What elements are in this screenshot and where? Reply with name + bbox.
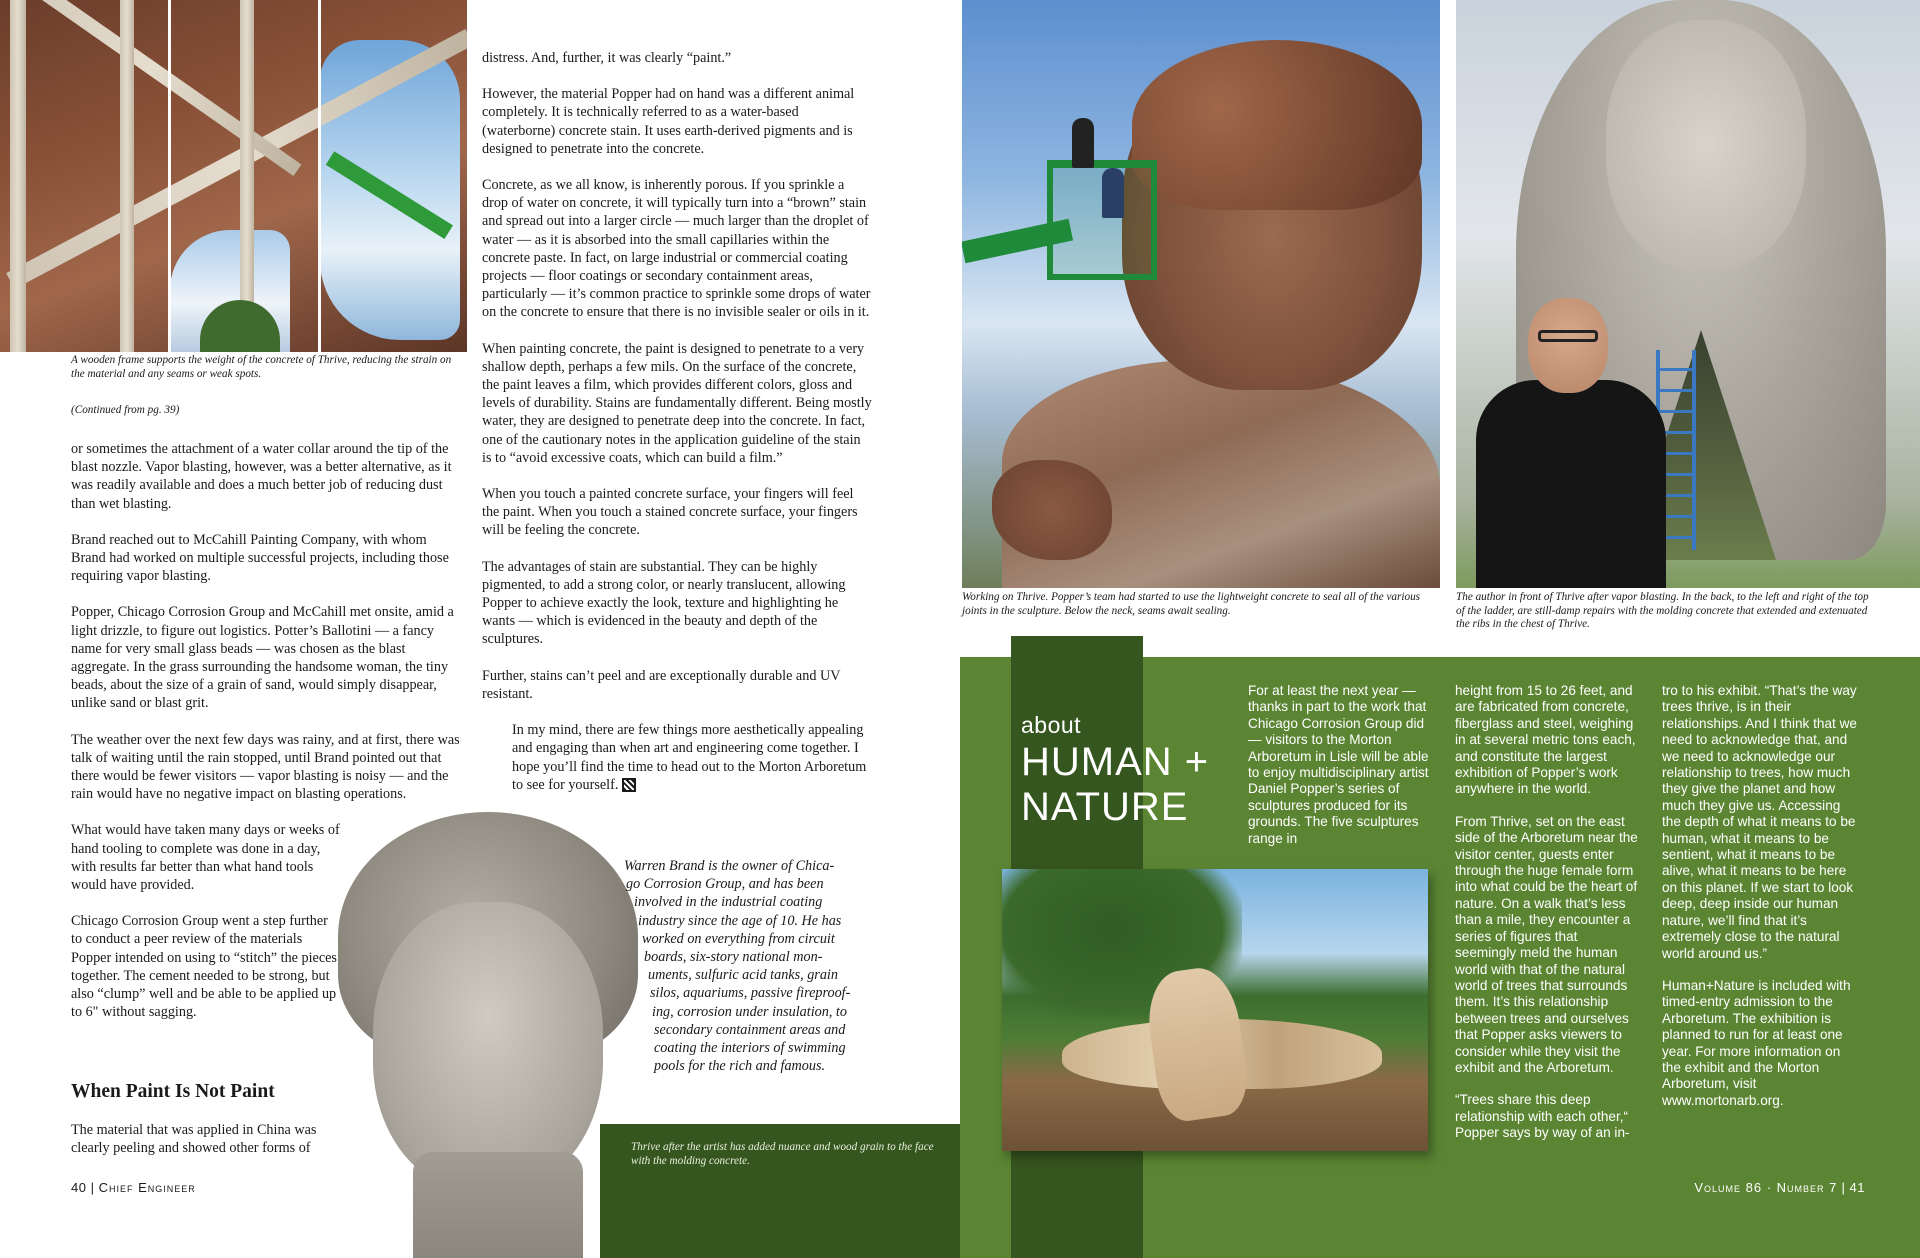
worker [1102,168,1124,218]
sidebar-title-line-1: HUMAN + [1021,740,1210,784]
bio-line: coating the interiors of swimming [654,1040,846,1057]
frame-beam [0,0,301,176]
folio-separator: | [1841,1180,1846,1195]
working-caption: Working on Thrive. Popper’s team had started to use the lightweight concrete to seal all of the various joints in the sculpture. Below the neck, seams await sealing. [962,591,1421,617]
frame-caption: A wooden frame supports the weight of the concrete of Thrive, reducing the strain on the material and any seams or weak spots. [71,354,452,380]
bio-line: ing, corrosion under insulation, to [652,1003,847,1020]
paragraph: The advantages of stain are substantial. They can be highly pigmented, to add a strong color, or nearly translucent, allowing Popper to achieve exactly the look, texture and highlighting he wants — which is evidenced in the beauty and depth of the sculptures. [482,558,846,648]
page-number: 40 [71,1180,87,1195]
paragraph: Popper, Chicago Corrosion Group and McCahill met onsite, amid a light drizzle, to figure out logistics. Potter’s Ballotini — a fancy name for very small glass beads — was chosen as the blast aggregate. In the grass surrounding the handsome woman, the tiny beads, about the size of a grain of sand, would simply disappear, unlike sand or blast grit. [71,604,454,712]
magazine-title: Chief Engineer [98,1180,196,1195]
sidebar-title [1021,712,1209,829]
sculpture-hand [992,460,1112,560]
column-a-continued [71,1121,341,1175]
continued-note: (Continued from pg. 39) [71,404,180,416]
photo-divider [318,0,321,352]
author-caption: The author in front of Thrive after vapor blasting. In the back, to the left and right of the top of the ladder, are still-damp repairs with the molding concrete that extended and extenuated the ribs in the chest of Thrive. [1456,591,1869,630]
sculpture-hair [1132,40,1422,210]
paragraph: For at least the next year — thanks in part to the work that Chicago Corrosion Group did — visitors to the Morton Arboretum in Lisle will be able to enjoy multidisciplinary artist Daniel Popper’s series of sculptures produced for its grounds. The five sculptures range in [1248,683,1429,846]
paragraph: “Trees share this deep relationship with each other,“ Popper says by way of an in- [1455,1092,1630,1141]
photo-divider [168,0,171,352]
head-caption: Thrive after the artist has added nuance and wood grain to the face with the molding concrete. [631,1141,934,1167]
glasses [1538,330,1598,342]
folio-left [71,1180,196,1195]
sculpture-neck [413,1152,583,1258]
paragraph [482,721,872,794]
wooden-hands-photo [1002,869,1428,1151]
volume-number: Volume 86 · Number 7 [1694,1180,1838,1195]
author-photo [1456,0,1920,588]
folio-right [1694,1180,1865,1195]
paragraph: The weather over the next few days was rainy, and at first, there was talk of waiting until the rain stopped, until Brand pointed out that there would be fewer visitors — vapor blasting is noisy — and the rain would have no negative impact on blasting operations. [71,731,460,803]
sidebar-title-small: about [1021,712,1082,738]
paragraph: When painting concrete, the paint is designed to penetrate to a very shallow depth, perhaps a few mils. On the surface of the concrete, the paint leaves a film, which provides different colors, gloss and levels of durability. Stains are fundamentally different. Being mostly water, they are designed to penetrate deep into the concrete. In fact, one of the cautionary notes in the application guideline of the stain is to “avoid excessive coats, which can build a film.” [482,340,872,466]
closing-text: In my mind, there are few things more aesthetically appealing and engaging than when art and engineering come together. I hope you’ll find the time to head out to the Morton Arboretum to see for yourself. [512,722,867,793]
section-subhead: When Paint Is Not Paint [71,1081,275,1102]
folio-separator: | [90,1180,95,1195]
paragraph: Concrete, as we all know, is inherently porous. If you sprinkle a drop of water on concrete, it will typically turn into a “brown” stain and spread out into a larger circle — much larger than the droplet of water — as it is absorbed into the small capillaries within the concrete paste. In fact, on large industrial or commercial coating projects — floor coatings or secondary containment areas, particularly — it’s common practice to sprinkle some drops of water on the concrete to ensure that there is no invisible sealer or oils in it. [482,177,871,321]
end-of-article-icon [622,778,636,792]
sculpture-face [1606,20,1806,270]
bio-line: worked on everything from circuit [642,930,835,947]
bio-line: boards, six-story national mon- [644,949,823,966]
bio-line: silos, aquariums, passive fireproof- [650,985,851,1002]
working-on-thrive-photo [962,0,1440,588]
bio-line: involved in the industrial coating [634,894,823,911]
paragraph: When you touch a painted concrete surface, your fingers will feel the paint. When you touch a stained concrete surface, your fingers will be feeling the concrete. [482,486,858,539]
bio-line: secondary containment areas and [654,1021,846,1038]
paragraph: The material that was applied in China was clearly peeling and showed other forms of [71,1122,317,1157]
paragraph: What would have taken many days or weeks of hand tooling to complete was done in a day, with results far better than what hand tools would have provided. [71,822,340,894]
author-head [1528,298,1608,393]
author-body [1476,380,1666,588]
column-b [482,49,872,812]
sidebar-title-line-2: NATURE [1021,785,1189,829]
paragraph: tro to his exhibit. “That’s the way trees thrive, is in their relationships. And I think that we need to acknowledge that, and we need to acknowledge our relationship to trees, how much they give the planet and how much they give us. Accessing the depth of what it means to be human, what it means to be sentient, what it means to be alive, what it means to be here on this planet. If we start to look deep, deep inside our human nature, we’ll find that it’s extremely close to the natural world around us.” [1662,683,1857,961]
frame-post [10,0,26,352]
paragraph: or sometimes the attachment of a water collar around the tip of the blast nozzle. Vapor blasting, however, was a better alternative, as it was readily available and does a much better job of reducing dust than wet blasting. [71,441,452,512]
sidebar-column-3 [1662,683,1862,1125]
bio-line: Warren Brand is the owner of Chica- [624,858,835,874]
sculpture-face [373,902,603,1192]
bio-line: pools for the rich and famous. [654,1058,826,1075]
page-number: 41 [1849,1180,1865,1195]
author-bio [596,857,882,1075]
paragraph: However, the material Popper had on hand was a different animal completely. It is technically referred to as a water-based (waterborne) concrete stain. It uses earth-derived pigments and is designed to penetrate into the concrete. [482,86,855,157]
paragraph: From Thrive, set on the east side of the Arboretum near the visitor center, guests enter through the huge female form into what could be the heart of nature. On a walk that’s less than a mile, they encounter a series of figures that seemingly meld the human world with that of the natural world of trees that surrounds them. It’s this relationship between trees and ourselves that Popper asks viewers to consider while they visit the exhibit and the Arboretum. [1455,813,1638,1075]
frame-post [120,0,134,352]
worker [1072,118,1094,168]
bio-line: industry since the age of 10. He has [638,912,842,929]
bio-line: go Corrosion Group, and has been [626,876,824,893]
paragraph: distress. And, further, it was clearly “paint.” [482,50,732,66]
sidebar-column-1 [1248,683,1430,863]
sidebar-column-2 [1455,683,1641,1158]
wooden-frame-photo [0,0,467,352]
bio-line: uments, sulfuric acid tanks, grain [648,967,838,984]
paragraph: Human+Nature is included with timed-entry admission to the Arboretum. The exhibition is planned to run for at least one year. For more information on the exhibit and the Morton Arboretum, visit www.mortonarb.org. [1662,977,1851,1108]
paragraph: Further, stains can’t peel and are exceptionally durable and UV resistant. [482,667,841,702]
paragraph: height from 15 to 26 feet, and are fabricated from concrete, fiberglass and steel, weighing in at several metric tons each, and constitute the largest exhibition of Popper’s work anywhere in the world. [1455,683,1636,797]
paragraph: Chicago Corrosion Group went a step further to conduct a peer review of the materials Popper intended on using to “stitch” the pieces together. The cement needed to be strong, but also “clump” well and be able to be applied up to 6" without sagging. [71,913,337,1021]
paragraph: Brand reached out to McCahill Painting Company, with whom Brand had worked on multiple successful projects, including those requiring vapor blasting. [71,531,449,585]
